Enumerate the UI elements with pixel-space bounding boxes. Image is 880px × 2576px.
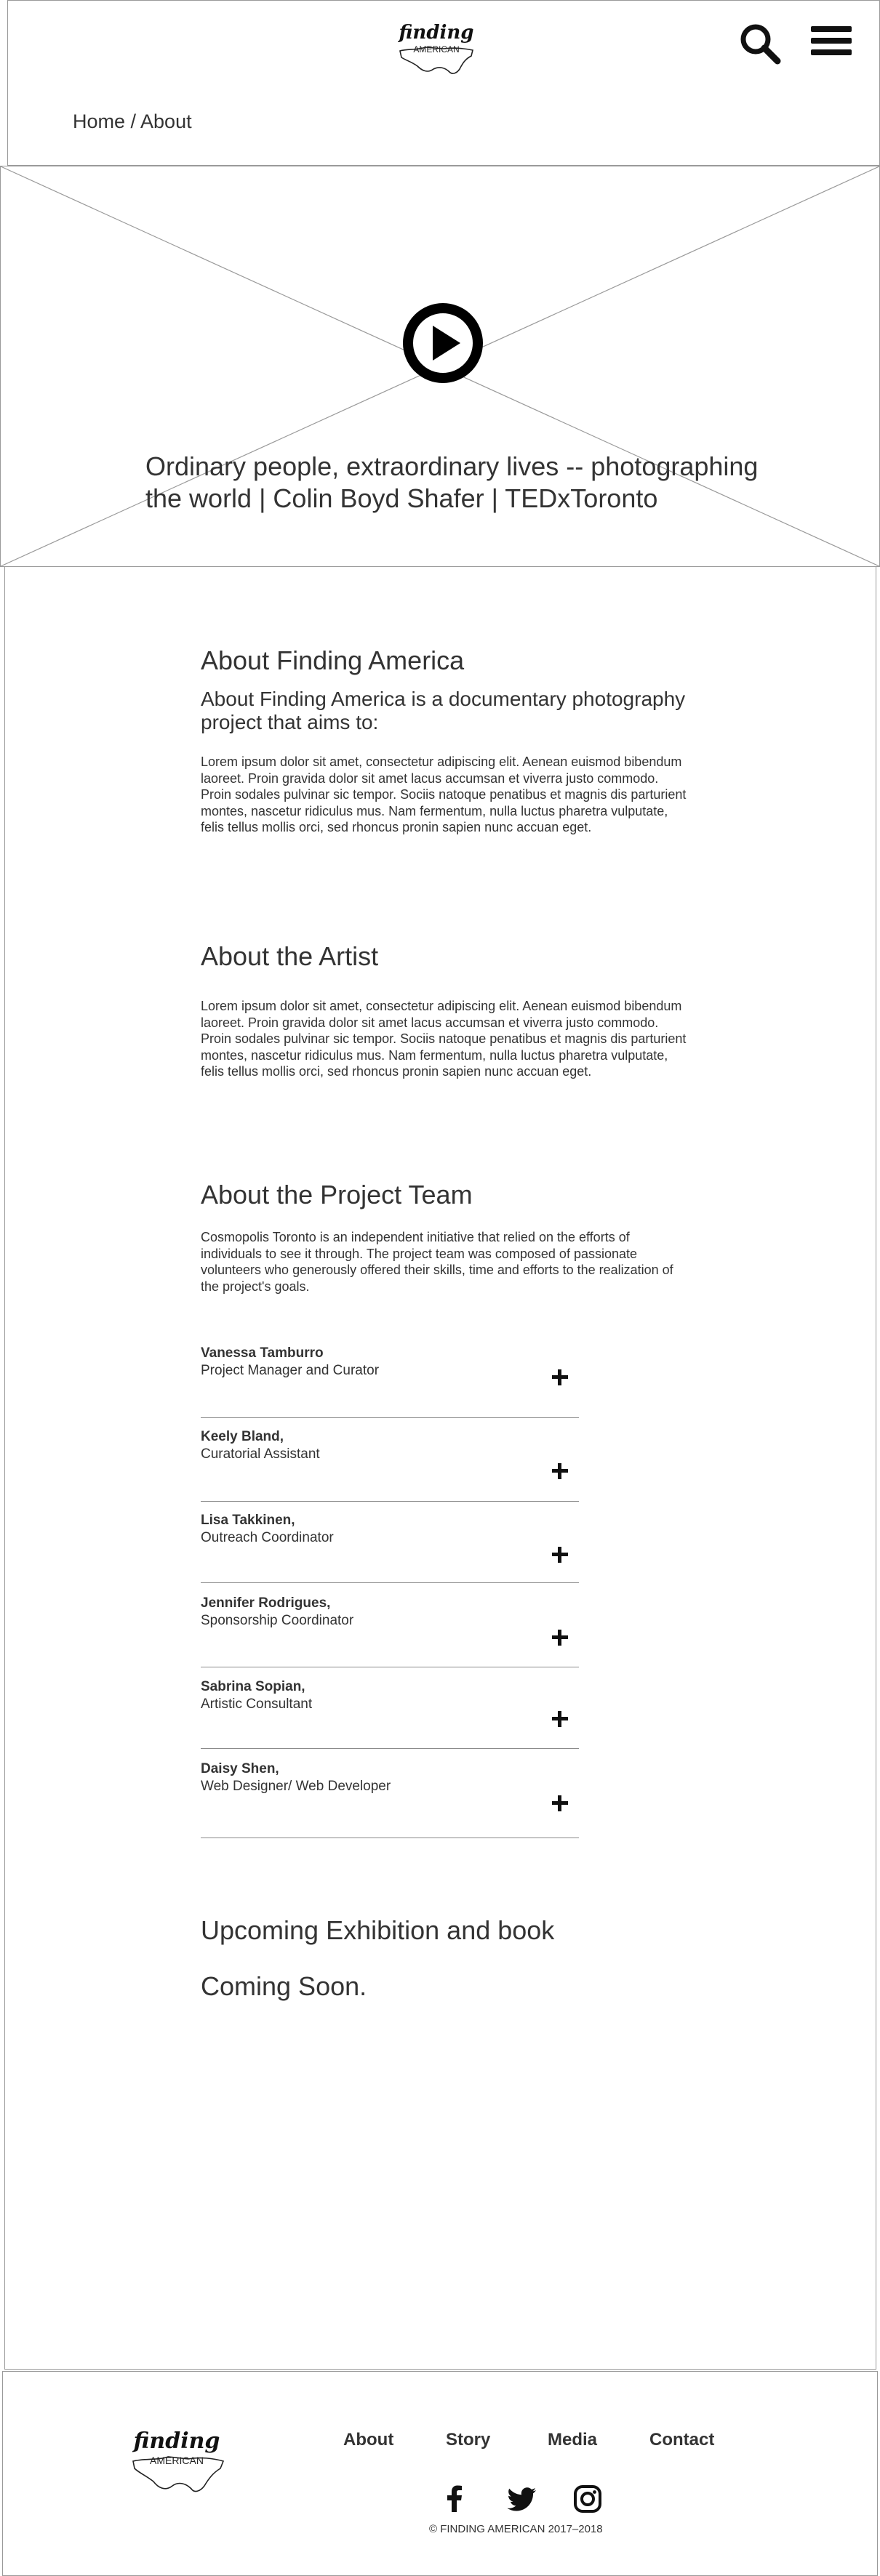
member-name: Daisy Shen,: [201, 1761, 279, 1776]
about-finding-america-heading: About Finding America: [201, 645, 465, 675]
play-icon: [402, 302, 484, 384]
footer-link-about[interactable]: About: [343, 2430, 394, 2450]
expand-plus-icon[interactable]: [552, 1463, 568, 1479]
menu-button[interactable]: [811, 23, 852, 60]
member-role: Sponsorship Coordinator: [201, 1613, 354, 1628]
video-title: Ordinary people, extraordinary lives -- photographing the world | Colin Boyd Shafer | TEDxToronto: [145, 451, 759, 513]
expand-plus-icon[interactable]: [552, 1630, 568, 1646]
member-role: Curatorial Assistant: [201, 1446, 320, 1462]
team-member[interactable]: [201, 1513, 579, 1583]
divider: [201, 1582, 579, 1583]
member-role: Web Designer/ Web Developer: [201, 1779, 391, 1794]
divider: [201, 1748, 579, 1749]
facebook-link[interactable]: [440, 2484, 469, 2513]
about-artist-body: Lorem ipsum dolor sit amet, consectetur adipiscing elit. Aenean euismod bibendum laoreet. Proin gravida dolor sit amet lacus accumsan et viverra justo commodo. Proin sodales pulvinar sic tempor. Sociis natoque penatibus et magnis dis parturient montes, nascetur ridiculus mus. Nam fermentum, nulla luctus pharetra vulputate, felis tellus mollis orci, sed rhoncus pronin sapien nunc accuan eget.: [201, 999, 687, 1079]
member-name: Keely Bland,: [201, 1429, 284, 1444]
hamburger-icon: [811, 23, 852, 60]
member-name: Jennifer Rodrigues,: [201, 1595, 331, 1611]
footer-logo[interactable]: [127, 2420, 229, 2500]
twitter-icon: [505, 2484, 537, 2513]
project-team-heading: About the Project Team: [201, 1180, 473, 1209]
search-icon: [738, 22, 782, 65]
logo[interactable]: [393, 11, 480, 80]
coming-soon-text: Coming Soon.: [201, 1971, 367, 2001]
team-member[interactable]: [201, 1345, 579, 1418]
instagram-icon: [573, 2484, 602, 2513]
logo-mark: [393, 11, 480, 80]
team-member[interactable]: [201, 1761, 579, 1838]
footer-link-media[interactable]: Media: [548, 2430, 598, 2450]
about-artist-heading: About the Artist: [201, 941, 379, 971]
svg-text:finding: finding: [133, 2428, 220, 2454]
member-name: Lisa Takkinen,: [201, 1513, 295, 1528]
about-finding-america-body: Lorem ipsum dolor sit amet, consectetur adipiscing elit. Aenean euismod bibendum laoreet. Proin gravida dolor sit amet lacus accumsan et viverra justo commodo. Proin sodales pulvinar sic tempor. Sociis natoque penatibus et magnis dis parturient montes, nascetur ridiculus mus. Nam fermentum, nulla luctus pharetra vulputate, felis tellus mollis orci, sed rhoncus pronin sapien nunc accuan eget.: [201, 754, 687, 834]
copyright: © FINDING AMERICAN 2017–2018: [429, 2523, 603, 2535]
play-button[interactable]: [402, 302, 484, 384]
footer-link-contact[interactable]: Contact: [649, 2430, 715, 2450]
svg-text:AMERICAN: AMERICAN: [413, 44, 460, 55]
member-role: Outreach Coordinator: [201, 1530, 334, 1545]
logo-mark: [127, 2420, 229, 2500]
member-name: Vanessa Tamburro: [201, 1345, 324, 1361]
about-finding-america-lead: About Finding America is a documentary photography project that aims to:: [201, 688, 686, 733]
svg-text:AMERICAN: AMERICAN: [150, 2455, 204, 2466]
breadcrumb[interactable]: Home / About: [73, 110, 192, 132]
divider: [201, 1417, 579, 1418]
expand-plus-icon[interactable]: [552, 1547, 568, 1563]
svg-text:finding: finding: [399, 22, 474, 44]
team-member[interactable]: [201, 1429, 579, 1502]
twitter-link[interactable]: [505, 2484, 537, 2513]
search-button[interactable]: [738, 22, 782, 65]
divider: [201, 1501, 579, 1502]
member-name: Sabrina Sopian,: [201, 1679, 305, 1694]
team-member[interactable]: [201, 1595, 579, 1667]
project-team-body: Cosmopolis Toronto is an independent initiative that relied on the efforts of individuals to see it through. The project team was composed of passionate volunteers who generously offered their skills, time and efforts to the realization of the project's goals.: [201, 1230, 673, 1294]
member-role: Artistic Consultant: [201, 1696, 313, 1712]
instagram-link[interactable]: [573, 2484, 602, 2513]
expand-plus-icon[interactable]: [552, 1711, 568, 1727]
team-member[interactable]: [201, 1679, 579, 1749]
facebook-icon: [440, 2484, 469, 2513]
upcoming-heading: Upcoming Exhibition and book: [201, 1915, 555, 1945]
expand-plus-icon[interactable]: [552, 1795, 568, 1811]
member-role: Project Manager and Curator: [201, 1363, 380, 1378]
footer-link-story[interactable]: Story: [446, 2430, 491, 2450]
expand-plus-icon[interactable]: [552, 1369, 568, 1385]
